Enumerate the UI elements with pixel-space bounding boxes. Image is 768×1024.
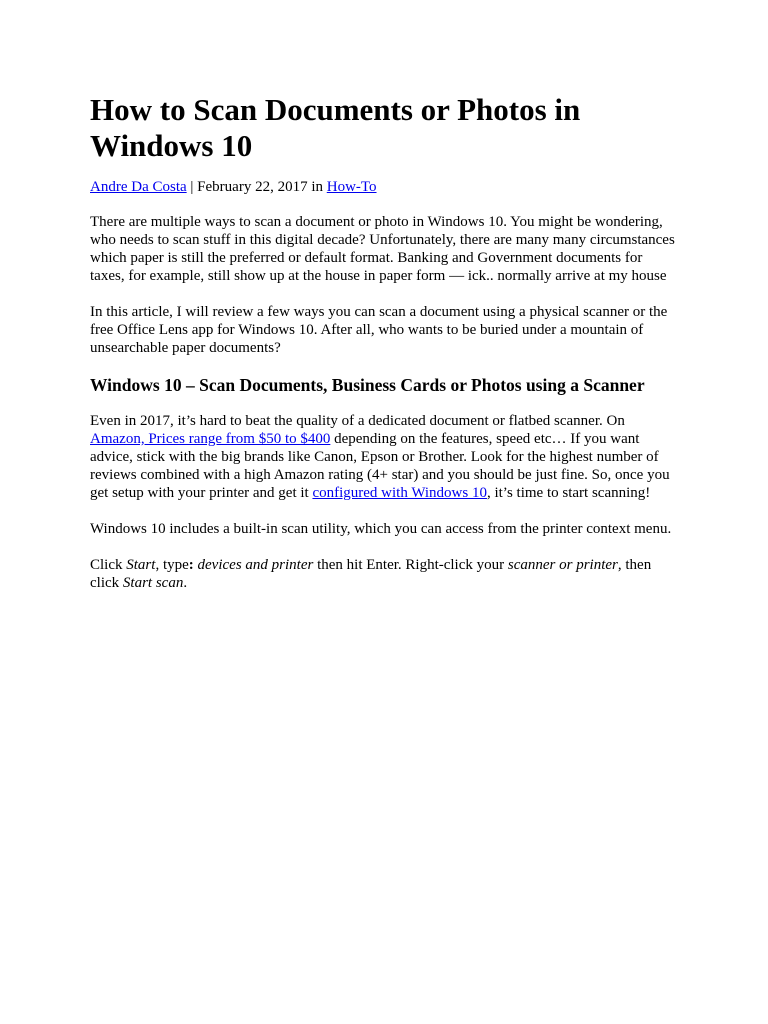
instructions-paragraph [90, 556, 680, 592]
instr-text-6: . [183, 575, 188, 591]
scanner-text-3: , it’s time to start scanning! [486, 485, 651, 501]
intro-paragraph: There are multiple ways to scan a document or photo in Windows 10. You might be wondering, who needs to scan stuff in this digital decade? Unfortunately, there are many many circumstances which paper is still the preferred or default format. Banking and Government documents for taxes, for example, still show up at the house in paper form — ick.. normally arrive at my house [90, 214, 675, 284]
instr-start-scan: Start scan [122, 575, 184, 591]
scanner-paragraph [90, 412, 680, 502]
category-link[interactable]: How-To [326, 179, 377, 195]
overview-paragraph: In this article, I will review a few ways you can scan a document using a physical scanner or the free Office Lens app for Windows 10. After all, who wants to be buried under a mountain of unsearchable paper documents? [90, 304, 668, 356]
byline [90, 178, 680, 196]
scanner-text-1: Even in 2017, it’s hard to beat the quality of a dedicated document or flatbed scanner. On [90, 413, 625, 429]
instr-text-1: Click [90, 557, 127, 573]
author-link[interactable]: Andre Da Costa [90, 179, 187, 195]
byline-in: in [307, 179, 327, 195]
byline-separator: | [186, 179, 198, 195]
instr-colon: : [188, 557, 194, 573]
instr-start: Start [126, 557, 156, 573]
article-title: How to Scan Documents or Photos in Windows 10 [90, 92, 581, 163]
section-heading: Windows 10 – Scan Documents, Business Cards or Photos using a Scanner [90, 375, 645, 395]
article [90, 92, 680, 610]
amazon-prices-link[interactable]: Amazon, Prices range from $50 to $400 [90, 431, 331, 447]
instr-devices: devices and printer [197, 557, 314, 573]
instr-scanner: scanner or printer [507, 557, 618, 573]
scanner-text-2: depending on the features, speed etc… If you want advice, stick with the big brands like Canon, Epson or Brother. Look for the highest number of reviews combined with a high Amazon rating (4+ star) and you should be just fine. So, once you get setup with your printer and get it [90, 431, 670, 501]
scan-utility-paragraph: Windows 10 includes a built-in scan utility, which you can access from the printer context menu. [90, 521, 672, 537]
instr-text-4: then hit Enter. Right-click your [313, 557, 508, 573]
instr-text-2: , type [155, 557, 189, 573]
instr-text-5: , then click [90, 557, 652, 591]
publish-date: February 22, 2017 [197, 179, 308, 195]
configured-windows-link[interactable]: configured with Windows 10 [312, 485, 487, 501]
